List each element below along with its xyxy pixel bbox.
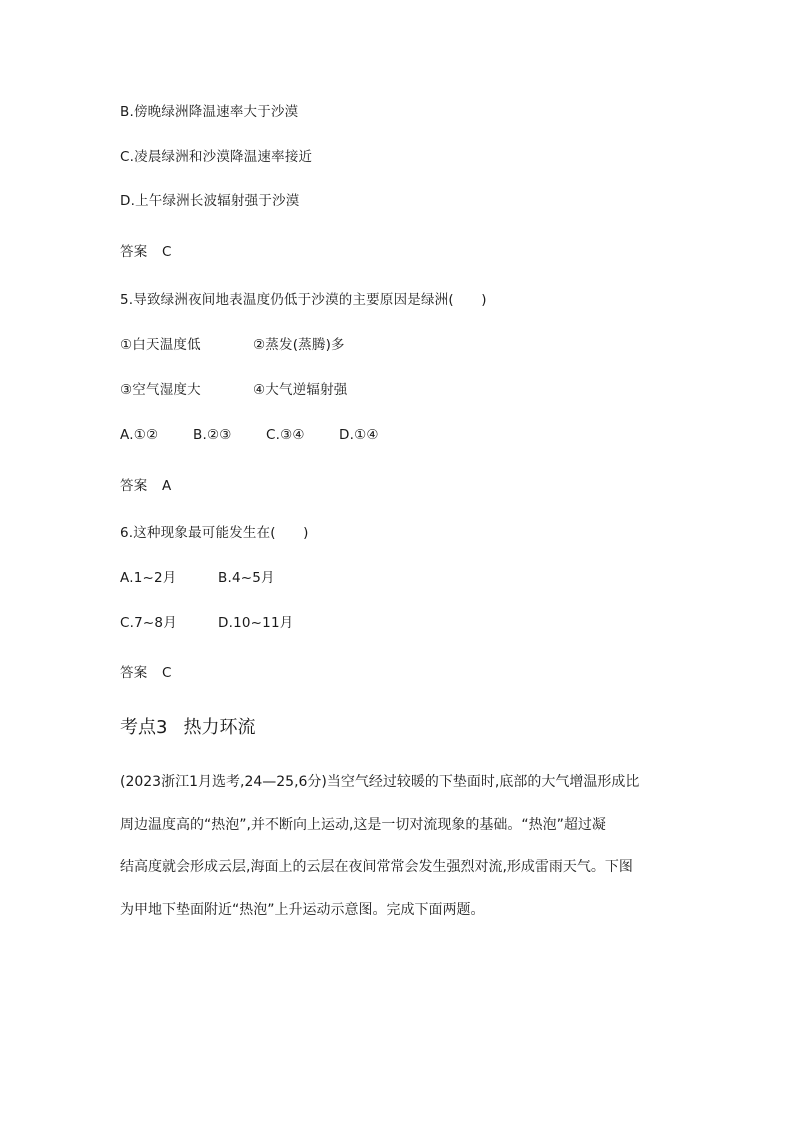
question-5-options — [120, 425, 379, 445]
passage-line-4: 为甲地下垫面附近“热泡”上升运动示意图。完成下面两题。 — [120, 902, 485, 918]
passage-line-2: 周边温度高的“热泡”,并不断向上运动,这是一切对流现象的基础。“热泡”超过凝 — [120, 817, 606, 833]
item-2: ②蒸发(蒸腾)多 — [253, 337, 345, 353]
option-d: D.①④ — [339, 427, 379, 443]
section-number: 考点3 — [120, 717, 168, 738]
option-b: B.②③ — [193, 427, 232, 443]
option-a: A.①② — [120, 427, 159, 443]
question-5-stem: 5.导致绿洲夜间地表温度仍低于沙漠的主要原因是绿洲( ) — [120, 292, 487, 308]
answer-value: A — [162, 478, 172, 494]
option-d-q4: D.上午绿洲长波辐射强于沙漠 — [120, 193, 300, 209]
question-6-options-row-1 — [120, 568, 275, 588]
answer-q4 — [120, 242, 172, 262]
question-6-stem: 6.这种现象最可能发生在( ) — [120, 525, 309, 541]
question-6-options-row-2 — [120, 613, 293, 633]
answer-q5 — [120, 476, 171, 496]
item-1: ①白天温度低 — [120, 337, 201, 353]
section-heading — [120, 715, 255, 741]
option-c: C.7~8月 — [120, 615, 177, 631]
question-5-items-row-2 — [120, 380, 348, 400]
answer-label: 答案 — [120, 478, 148, 494]
item-3: ③空气湿度大 — [120, 382, 201, 398]
option-b: B.4~5月 — [218, 570, 275, 586]
answer-q6 — [120, 663, 172, 683]
section-title: 热力环流 — [183, 717, 256, 738]
answer-label: 答案 — [120, 244, 148, 260]
item-4: ④大气逆辐射强 — [253, 382, 348, 398]
option-c: C.③④ — [266, 427, 305, 443]
passage-line-1: (2023浙江1月选考,24—25,6分)当空气经过较暖的下垫面时,底部的大气增温形成比 — [120, 774, 640, 790]
passage-line-3: 结高度就会形成云层,海面上的云层在夜间常常会发生强烈对流,形成雷雨天气。下图 — [120, 859, 633, 875]
answer-value: C — [162, 665, 172, 681]
option-b-q4: B.傍晚绿洲降温速率大于沙漠 — [120, 104, 299, 120]
question-5-items-row-1 — [120, 335, 345, 355]
option-a: A.1~2月 — [120, 570, 177, 586]
option-d: D.10~11月 — [218, 615, 294, 631]
answer-label: 答案 — [120, 665, 148, 681]
answer-value: C — [162, 244, 172, 260]
option-c-q4: C.凌晨绿洲和沙漠降温速率接近 — [120, 149, 313, 165]
